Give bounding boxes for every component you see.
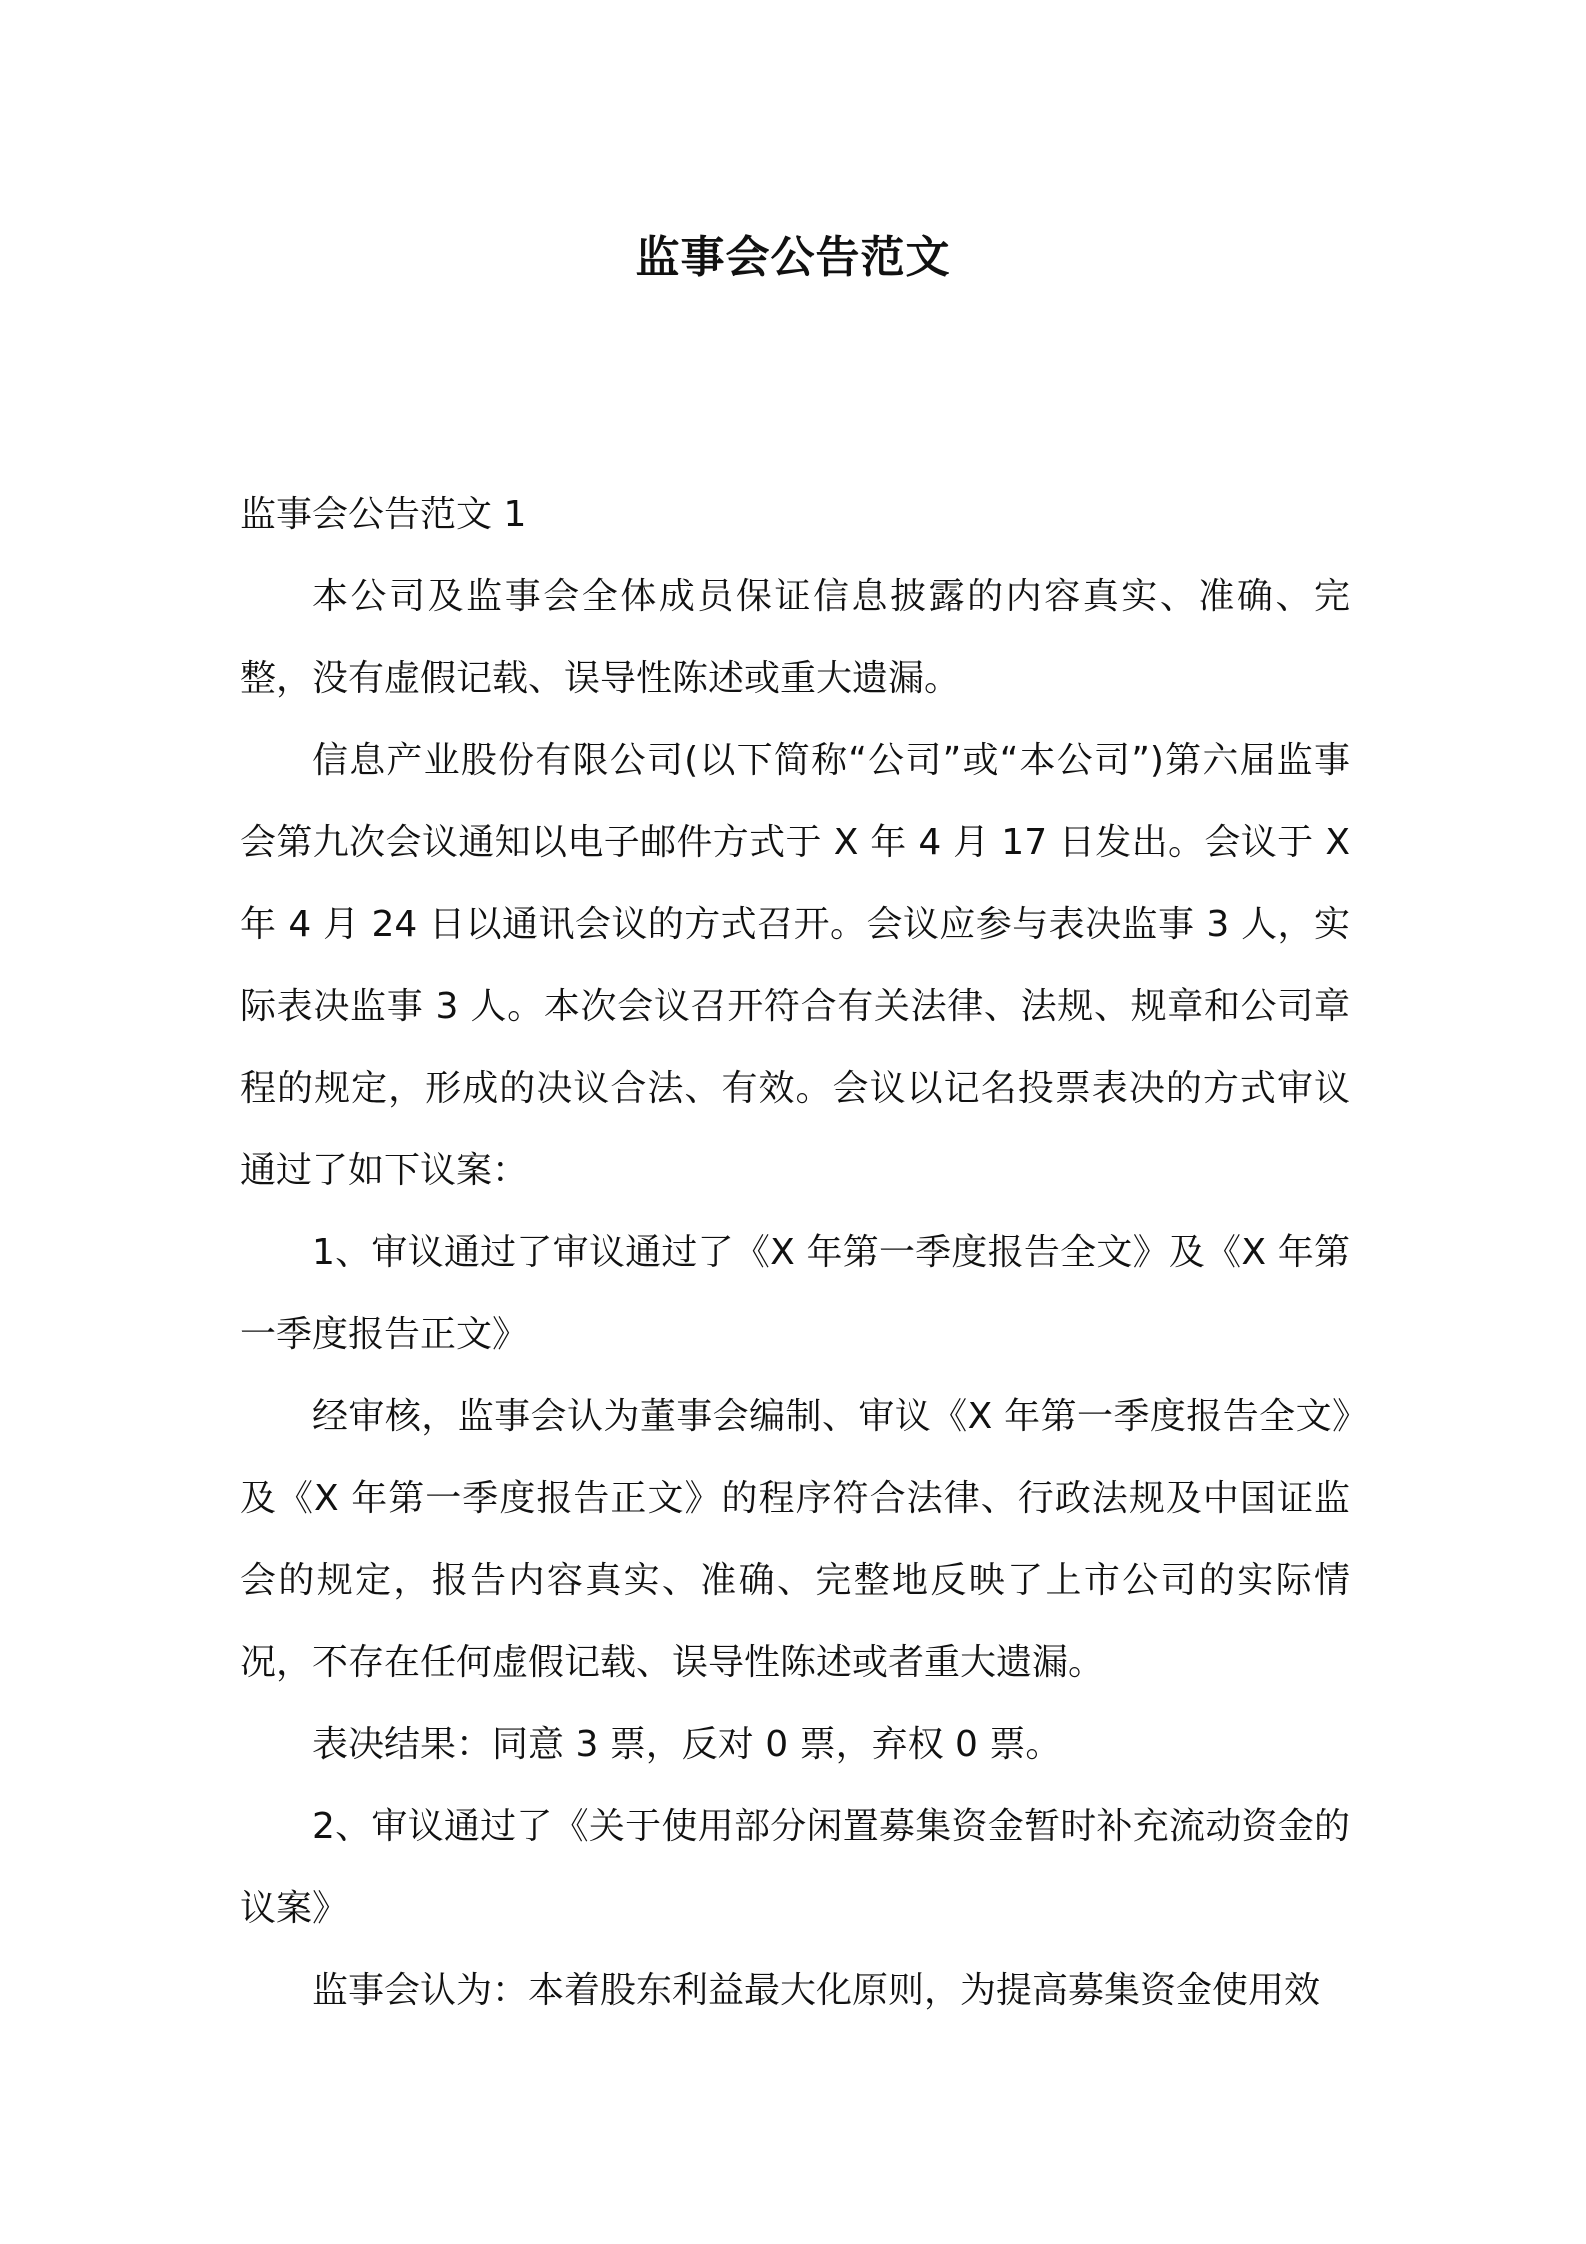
paragraph-resolution-2-opinion: 监事会认为：本着股东利益最大化原则，为提高募集资金使用效 bbox=[312, 1970, 1321, 2011]
paragraph-voting-result: 表决结果：同意 3 票，反对 0 票，弃权 0 票。 bbox=[312, 1724, 1062, 1765]
document-title: 监事会公告范文 bbox=[635, 232, 951, 283]
paragraph-disclosure-statement: 本公司及监事会全体成员保证信息披露的内容真实、准确、完整，没有虚假记载、误导性陈述或重大遗漏。 bbox=[240, 576, 1350, 699]
paragraph-meeting-info: 信息产业股份有限公司(以下简称“公司”或“本公司”)第六届监事会第九次会议通知以电子邮件方式于 X 年 4 月 17 日发出。会议于 X 年 4 月 24 日以通讯会议的方式召开。会议应参与表决监事 3 人，实际表决监事 3 人。本次会议召开符合有关法律、法规、规章和公司章程的规定，形成的决议合法、有效。会议以记名投票表决的方式审议通过了如下议案： bbox=[240, 740, 1350, 1191]
document-body bbox=[240, 474, 1350, 2032]
section-heading: 监事会公告范文 1 bbox=[240, 494, 527, 535]
paragraph-resolution-2-title: 2、审议通过了《关于使用部分闲置募集资金暂时补充流动资金的议案》 bbox=[240, 1806, 1350, 1929]
paragraph-resolution-1-title: 1、审议通过了审议通过了《X 年第一季度报告全文》及《X 年第一季度报告正文》 bbox=[240, 1232, 1350, 1355]
paragraph-resolution-1-review: 经审核，监事会认为董事会编制、审议《X 年第一季度报告全文》及《X 年第一季度报告正文》的程序符合法律、行政法规及中国证监会的规定，报告内容真实、准确、完整地反映了上市公司的实际情况，不存在任何虚假记载、误导性陈述或者重大遗漏。 bbox=[240, 1396, 1350, 1683]
